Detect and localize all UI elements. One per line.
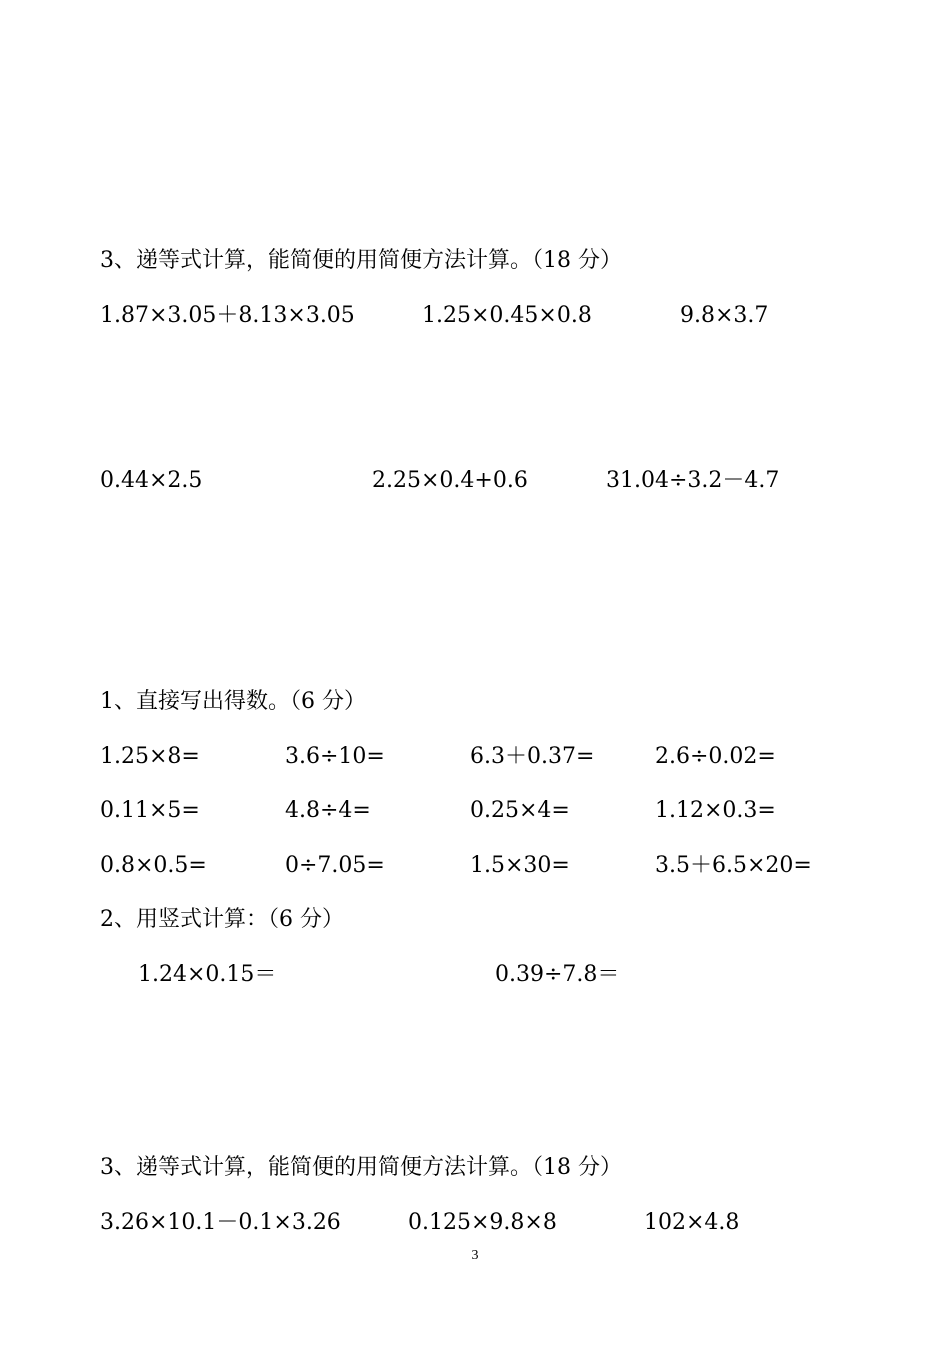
problem-expression: 1.25×8= bbox=[100, 744, 200, 769]
problem-expression: 1.25×0.45×0.8 bbox=[422, 303, 592, 328]
problem-expression: 102×4.8 bbox=[644, 1210, 740, 1235]
section-heading-step-calc: 3、递等式计算，能简便的用简便方法计算。（18 分） bbox=[100, 1155, 622, 1180]
problem-expression: 0.125×9.8×8 bbox=[408, 1210, 557, 1235]
problem-expression: 0.25×4= bbox=[470, 798, 570, 823]
problem-expression: 1.12×0.3= bbox=[655, 798, 776, 823]
problem-expression: 0.8×0.5= bbox=[100, 853, 207, 878]
section-heading-step-calc: 3、递等式计算，能简便的用简便方法计算。（18 分） bbox=[100, 248, 622, 273]
section-heading-direct-answers: 1、直接写出得数。（6 分） bbox=[100, 689, 366, 714]
problem-expression: 0.44×2.5 bbox=[100, 468, 203, 493]
problem-expression: 31.04÷3.2－4.7 bbox=[606, 468, 780, 493]
problem-expression: 9.8×3.7 bbox=[680, 303, 769, 328]
problem-expression: 4.8÷4= bbox=[285, 798, 371, 823]
section-heading-vertical-calc: 2、用竖式计算：（6 分） bbox=[100, 907, 344, 932]
problem-expression: 1.24×0.15＝ bbox=[138, 962, 277, 987]
problem-expression: 0.11×5= bbox=[100, 798, 200, 823]
problem-expression: 3.6÷10= bbox=[285, 744, 385, 769]
page-number: 3 bbox=[471, 1248, 479, 1263]
problem-expression: 1.87×3.05＋8.13×3.05 bbox=[100, 303, 355, 328]
problem-expression: 0÷7.05= bbox=[285, 853, 385, 878]
problem-expression: 3.26×10.1－0.1×3.26 bbox=[100, 1210, 341, 1235]
problem-expression: 2.25×0.4+0.6 bbox=[372, 468, 528, 493]
problem-expression: 0.39÷7.8＝ bbox=[495, 962, 620, 987]
problem-expression: 6.3＋0.37= bbox=[470, 744, 595, 769]
problem-expression: 1.5×30= bbox=[470, 853, 570, 878]
problem-expression: 3.5＋6.5×20= bbox=[655, 853, 812, 878]
problem-expression: 2.6÷0.02= bbox=[655, 744, 776, 769]
